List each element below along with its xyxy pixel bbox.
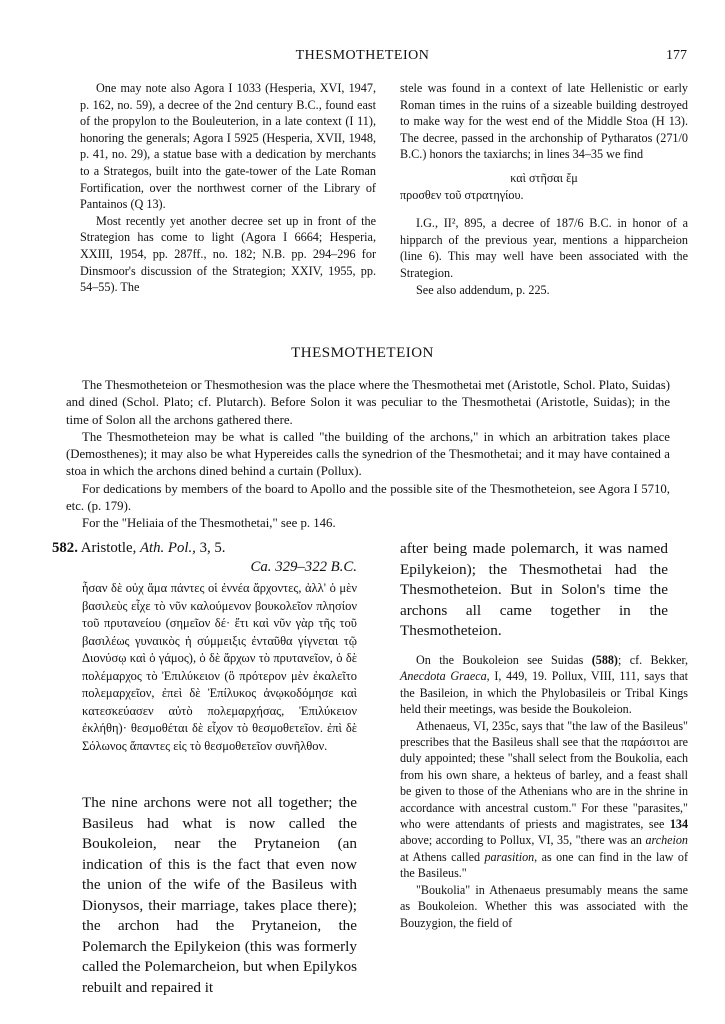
entry-translation-left bbox=[82, 793, 357, 998]
entry-date: Ca. 329–322 B.C. bbox=[250, 559, 357, 575]
commentary-paragraph-3: "Boukolia" in Athenaeus presumably means the same as Boukoleion. Whether this was associated with the Bouzygion, the field of bbox=[400, 882, 688, 930]
commentary-text: , as one can find in the law of the Basileus." bbox=[400, 849, 688, 881]
term-parasition: parasition bbox=[484, 849, 535, 864]
term-archeion: archeion bbox=[645, 833, 688, 848]
commentary-paragraph-1 bbox=[400, 652, 688, 718]
commentary-text: at Athens called bbox=[400, 849, 481, 864]
greek-quote-line-1: καὶ στῆσαι ἔμ bbox=[510, 170, 578, 185]
commentary-text: above; according to Pollux, VI, 35, "there was an bbox=[400, 833, 642, 848]
commentary-text: Athenaeus, VI, 235c, says that "the law of the Basileus" prescribes that the Basileus shall see that the bbox=[400, 718, 688, 750]
top-right-column bbox=[400, 80, 688, 298]
page-number: 177 bbox=[666, 48, 687, 63]
top-right-paragraph-3: See also addendum, p. 225. bbox=[416, 282, 550, 297]
top-right-paragraph-2: I.G., II², 895, a decree of 187/6 B.C. in honor of a hipparch of the previous year, mentions a hipparcheion (line 6). This may well have been associated with the Strategion. bbox=[400, 216, 688, 280]
entry-reference: 3, 5. bbox=[199, 540, 226, 556]
top-left-paragraph-1: One may note also Agora I 1033 (Hesperia, XVI, 1947, p. 162, no. 59), a decree of the 2nd century B.C., found east of the propylon to the Bouleuterion, in a late context (I 11), honoring the generals; Agora I 5925 (Hesperia, XVII, 1948, p. 41, no. 29), a statue base with a dedication by merchants to a Strategos, built into the gate-tower of the Late Roman Fortification, over the northwest corner of the Library of Pantainos (Q 13). bbox=[80, 81, 376, 212]
entry-header bbox=[52, 539, 357, 577]
commentary bbox=[400, 652, 688, 931]
commentary-text: , I, 449, 19. Pollux, VIII, 111, says that the Basileion, in which the Phylobasileis or Tribal Kings held their meetings, was beside the Boukoleion. bbox=[400, 669, 688, 717]
greek-word: παράσιτοι bbox=[621, 735, 670, 750]
entry-translation-right bbox=[400, 539, 668, 642]
top-right-paragraph-1: stele was found in a context of late Hellenistic or early Roman times in the ruins of a sizeable building destroyed to make way for the west end of the Middle Stoa (H 13). The decree, passed in the archonship of Pytharatos (271/0 B.C.) honors the taxiarchs; in lines 34–35 we find bbox=[400, 81, 688, 162]
running-header-title: THESMOTHETEION bbox=[295, 48, 430, 63]
translation-part-2: after being made polemarch, it was named Epilykeion); the Thesmothetai had the Thesmotheteion. But in Solon's time the archons all came together in the Thesmotheteion. bbox=[400, 540, 668, 639]
top-left-column bbox=[80, 80, 376, 296]
entry-work: Ath. Pol., bbox=[139, 540, 196, 556]
greek-quote-line-2: προσθεν τοῦ στρατηγίου. bbox=[400, 187, 524, 202]
intro-paragraph-2: The Thesmotheteion may be what is called "the building of the archons," in which an arbitration takes place (Demosthenes); it may also be what Hypereides calls the synedrion of the Thesmothetai; and it may have contained a stoa in which the archons dined behind a curtain (Pollux). bbox=[66, 429, 670, 479]
commentary-text: On the Boukoleion see Suidas bbox=[416, 653, 584, 667]
cross-reference: 134 bbox=[669, 817, 688, 832]
intro-paragraph-3: For dedications by members of the board to Apollo and the possible site of the Thesmotheteion, see Agora I 5710, etc. (p. 179). bbox=[66, 481, 670, 514]
section-intro bbox=[66, 377, 670, 533]
section-title: THESMOTHETEION bbox=[291, 345, 434, 361]
entry-greek-text: ἦσαν δὲ οὐχ ἅμα πάντες οἱ ἐννέα ἄρχοντες, ἀλλ' ὁ μὲν βασιλεὺς εἶχε τὸ νῦν καλούμενον βουκολεῖον πλησίον τοῦ πρυτανείου (σημεῖον δέ· ἔτι καὶ νῦν γὰρ τῆς τοῦ βασιλέως γυναικὸς ἡ σύμμειξις ἐνταῦθα γίγνεται τῷ Διονύσῳ καὶ ὁ γάμος), ὁ δὲ ἄρχων τὸ πρυτανεῖον, ὁ δὲ πολέμαρχος τὸ Ἐπιλύκειον (ὃ πρότερον μὲν ἐκαλεῖτο πολεμαρχεῖον, ἐπεὶ δὲ Ἐπίλυκος ἀνῳκοδόμησε καὶ κατεσκεύασεν αὐτὸ πολεμαρχήσας, Ἐπιλύκειον ἐκλήθη)· θεσμοθέται δὲ εἶχον τὸ θεσμοθετεῖον. ἐπὶ δὲ Σόλωνος ἅπαντες εἰς τὸ θεσμοθετεῖον συνῆλθον. bbox=[82, 581, 357, 753]
work-title: Anecdota Graeca bbox=[400, 669, 487, 684]
entry-author: Aristotle, bbox=[80, 540, 137, 556]
intro-paragraph-1: The Thesmotheteion or Thesmothesion was the place where the Thesmothetai met (Aristotle, Schol. Plato, Suidas) and dined (Schol. Plato; cf. Plutarch). Before Solon it was peculiar to the Thesmothetai (Aristotle, Suidas); in the time of Solon all the archons gathered there. bbox=[66, 378, 670, 427]
entry-number: 582. bbox=[52, 540, 78, 556]
intro-paragraph-4: For the "Heliaia of the Thesmothetai," see p. 146. bbox=[82, 516, 336, 531]
commentary-paragraph-2 bbox=[400, 718, 688, 882]
cross-reference: (588) bbox=[591, 653, 618, 667]
commentary-text: are duly appointed; these "shall select from the Boukolia, each from his own share, a hekteus of barley, and a feast shall be given to those of the Athenians who are in the shrine in accordance with ancestral custom." For these "parasites," who were attendants of priests and magistrates, see bbox=[400, 735, 688, 832]
translation-part-1: The nine archons were not all together; the Basileus had what is now called the Boukoleion, near the Prytaneion (an indication of this is the fact that even now the union of the wife of the Basileus with Dionysos, their marriage, takes place there); the archon had the Prytaneion, the Polemarch the Epilykeion (this was formerly called the Polemarcheion, but when Epilykos rebuilt and repaired it bbox=[82, 794, 357, 996]
top-left-paragraph-2: Most recently yet another decree set up in front of the Strategion has come to light (Agora I 6664; Hesperia, XXIII, 1954, pp. 287ff., no. 182; N.B. pp. 294–296 for Dinsmoor's discussion of the Strategion; XXIV, 1955, pp. 54–55). The bbox=[80, 213, 376, 295]
commentary-text: ; cf. Bekker, bbox=[617, 653, 689, 667]
